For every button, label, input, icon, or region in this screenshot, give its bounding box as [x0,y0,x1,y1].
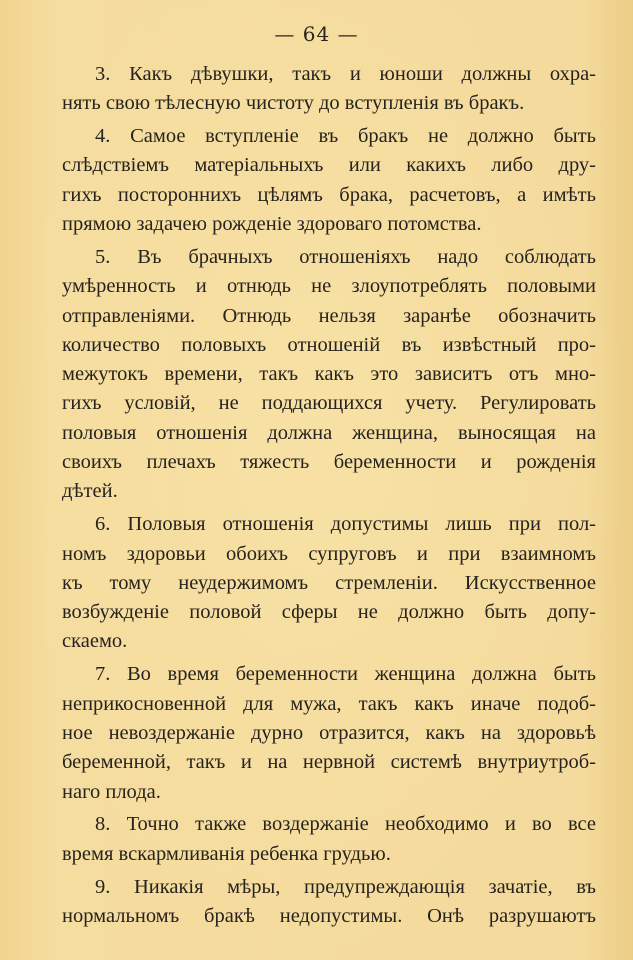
paragraph-4 [62,122,596,239]
paragraph-7 [62,660,596,806]
text-line: скаемо. [62,630,128,653]
paragraph-8 [62,810,596,869]
text-line: 7. Во время беременности женщина должна быть [95,663,596,686]
text-line: 9. Никакія мѣры, предупреждающія зачатіе, въ [95,875,596,898]
text-line: своихъ плечахъ тяжесть беременности и рожденія [62,451,596,474]
text-line: гихъ условій, не поддающихся учету. Регулировать [62,392,596,415]
text-line: гихъ постороннихъ цѣлямъ брака, расчетовъ, а имѣть [62,183,596,206]
text-line: къ тому неудержимомъ стремленіи. Искусственное [62,571,596,594]
paragraph-3 [62,60,596,119]
text-line: межутокъ времени, такъ какъ это зависитъ отъ мно- [62,363,596,386]
text-line: 5. Въ брачныхъ отношеніяхъ надо соблюдать [95,245,596,268]
text-line: 4. Самое вступленіе въ бракъ не должно быть [95,125,596,148]
text-line: нять свою тѣлесную чистоту до вступленія въ бракъ. [62,92,525,115]
text-line: количество половыхъ отношеній въ извѣстный про- [62,333,596,356]
text-line: беременной, такъ и на нервной системѣ внутриутроб- [62,751,596,774]
text-line: ное невоздержаніе дурно отразится, какъ на здоровьѣ [62,721,596,744]
text-line: умѣренность и отнюдь не злоупотреблять половыми [62,275,596,298]
body-text [62,60,596,935]
text-line: наго плода. [62,780,161,803]
paragraph-6 [62,510,596,656]
text-line: 8. Точно также воздержаніе необходимо и во все [95,813,596,836]
text-line: неприкосновенной для мужа, такъ какъ иначе подоб- [62,692,596,715]
text-line: нормальномъ бракѣ недопустимы. Онѣ разрушаютъ [62,904,596,927]
text-line: половыя отношенія должна женщина, выносящая на [62,421,596,444]
text-line: слѣдствіемъ матеріальныхъ или какихъ либо дру- [62,154,596,177]
text-line: 6. Половыя отношенія допустимы лишь при пол- [95,513,596,536]
paragraph-9 [62,873,596,932]
text-line: время вскармливанія ребенка грудью. [62,842,391,865]
text-line: отправленіями. Отнюдь нельзя заранѣе обозначить [62,304,596,327]
text-line: прямою задачею рожденіе здороваго потомства. [62,213,482,236]
text-line: номъ здоровьи обоихъ супруговъ и при взаимномъ [62,542,596,565]
text-line: дѣтей. [62,480,118,503]
page-number: — 64 — [274,22,359,46]
paragraph-5 [62,243,596,507]
text-line: 3. Какъ дѣвушки, такъ и юноши должны охра- [95,63,596,85]
text-line: возбужденіе половой сферы не должно быть допу- [62,601,596,624]
